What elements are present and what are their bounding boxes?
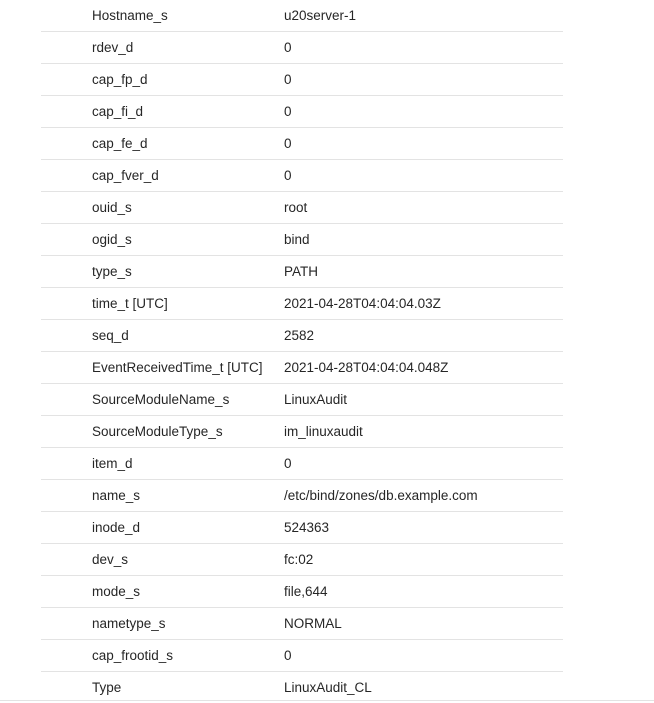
field-value: 0: [284, 448, 563, 480]
field-name: dev_s: [41, 544, 284, 576]
field-name: nametype_s: [41, 608, 284, 640]
table-row: [41, 224, 563, 256]
table-row: [41, 64, 563, 96]
field-value: NORMAL: [284, 608, 563, 640]
field-value: 2582: [284, 320, 563, 352]
field-value: LinuxAudit_CL: [284, 672, 563, 703]
field-name: cap_frootid_s: [41, 640, 284, 672]
table-row: [41, 352, 563, 384]
field-value: 2021-04-28T04:04:04.03Z: [284, 288, 563, 320]
field-value: file,644: [284, 576, 563, 608]
field-name: seq_d: [41, 320, 284, 352]
panel-bottom-divider: [0, 700, 654, 701]
field-value: /etc/bind/zones/db.example.com: [284, 480, 563, 512]
field-name: ogid_s: [41, 224, 284, 256]
field-value: 524363: [284, 512, 563, 544]
log-record-table: [41, 0, 563, 703]
field-name: Type: [41, 672, 284, 703]
field-value: PATH: [284, 256, 563, 288]
table-row: [41, 384, 563, 416]
field-name: cap_fi_d: [41, 96, 284, 128]
field-value: im_linuxaudit: [284, 416, 563, 448]
field-name: inode_d: [41, 512, 284, 544]
table-row: [41, 96, 563, 128]
field-name: name_s: [41, 480, 284, 512]
field-name: cap_fver_d: [41, 160, 284, 192]
table-row: [41, 256, 563, 288]
field-name: time_t [UTC]: [41, 288, 284, 320]
field-value: LinuxAudit: [284, 384, 563, 416]
table-row: [41, 448, 563, 480]
field-name: cap_fe_d: [41, 128, 284, 160]
table-row: [41, 32, 563, 64]
table-row: [41, 320, 563, 352]
field-value: 0: [284, 128, 563, 160]
field-name: ouid_s: [41, 192, 284, 224]
field-value: 0: [284, 160, 563, 192]
field-name: Hostname_s: [41, 0, 284, 32]
table-row: [41, 128, 563, 160]
field-value: fc:02: [284, 544, 563, 576]
field-value: 0: [284, 640, 563, 672]
field-name: cap_fp_d: [41, 64, 284, 96]
field-name: SourceModuleType_s: [41, 416, 284, 448]
field-value: 0: [284, 64, 563, 96]
field-name: type_s: [41, 256, 284, 288]
field-name: rdev_d: [41, 32, 284, 64]
field-value: 2021-04-28T04:04:04.048Z: [284, 352, 563, 384]
field-value: 0: [284, 96, 563, 128]
table-row: [41, 576, 563, 608]
table-row: [41, 608, 563, 640]
field-value: u20server-1: [284, 0, 563, 32]
table-row: [41, 512, 563, 544]
field-value: root: [284, 192, 563, 224]
table-row: [41, 544, 563, 576]
field-value: bind: [284, 224, 563, 256]
table-row: [41, 640, 563, 672]
field-name: EventReceivedTime_t [UTC]: [41, 352, 284, 384]
field-name: item_d: [41, 448, 284, 480]
table-row: [41, 416, 563, 448]
field-name: SourceModuleName_s: [41, 384, 284, 416]
field-value: 0: [284, 32, 563, 64]
table-row: [41, 672, 563, 703]
field-name: mode_s: [41, 576, 284, 608]
table-row: [41, 0, 563, 32]
table-row: [41, 160, 563, 192]
table-row: [41, 192, 563, 224]
table-row: [41, 480, 563, 512]
table-row: [41, 288, 563, 320]
